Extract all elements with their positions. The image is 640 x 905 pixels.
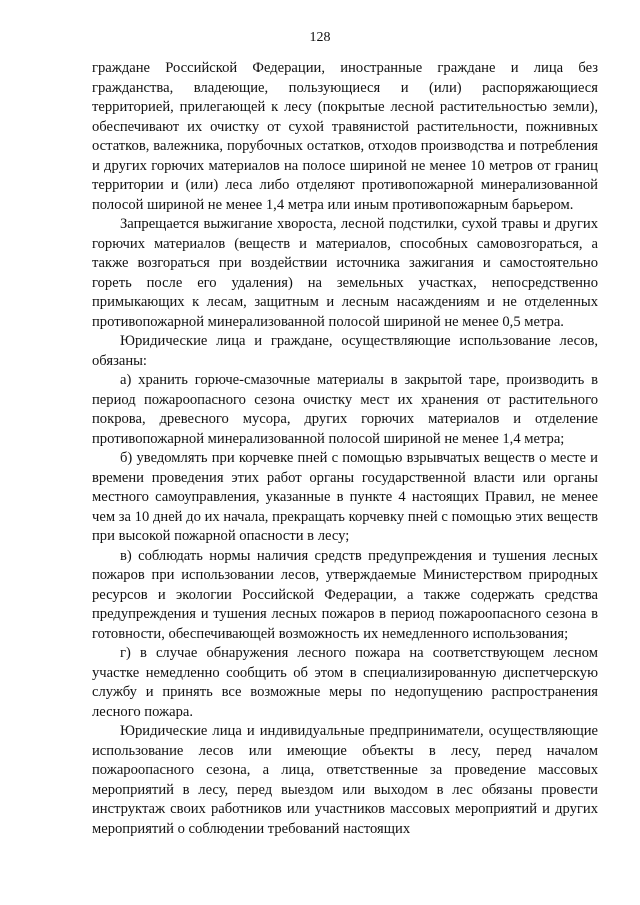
list-item-g: г) в случае обнаружения лесного пожара на соответствующем лесном участке немедленно сообщить об этом в специализированную диспетчерскую службу и принять все возможные меры по недопущению распространения лесного пожара.	[92, 645, 598, 720]
list-item-a: а) хранить горюче-смазочные материалы в закрытой таре, производить в период пожароопасного сезона очистку мест их хранения от растительного покрова, древесного мусора, других горючих материалов и отделение противопожарной минерализованной полосой шириной не менее 1,4 метра;	[92, 372, 598, 447]
list-item-b: б) уведомлять при корчевке пней с помощью взрывчатых веществ о месте и времени проведения этих работ органы государственной власти или органы местного самоуправления, указанные в пункте 4 настоящих Правил, не менее чем за 10 дней до их начала, прекращать корчевку пней с помощью этих веществ при высокой пожарной опасности в лесу;	[92, 450, 598, 544]
paragraph-continuation: граждане Российской Федерации, иностранные граждане и лица без гражданства, владеющие, пользующиеся и (или) распоряжающиеся территорией, прилегающей к лесу (покрытые лесной растительностью земли), обеспечивают их очистку от сухой травянистой растительности, пожнивных остатков, валежника, порубочных остатков, отходов производства и потребления и других горючих материалов на полосе шириной не менее 10 метров от границ территории и (или) леса либо отделяют противопожарной минерализованной полосой шириной не менее 1,4 метра или иным противопожарным барьером.	[92, 60, 598, 213]
paragraph-burning-prohibition: Запрещается выжигание хвороста, лесной подстилки, сухой травы и других горючих материалов (веществ и материалов, способных самовозгораться, а также возгораться при воздействии источника зажигания и самостоятельно гореть после его удаления) на земельных участках, непосредственно примыкающих к лесам, защитным и лесным насаждениям и не отделенных противопожарной минерализованной полосой шириной не менее 0,5 метра.	[92, 216, 598, 330]
list-item-v: в) соблюдать нормы наличия средств предупреждения и тушения лесных пожаров при использовании лесов, утверждаемые Министерством природных ресурсов и экологии Российской Федерации, а также содержать средства предупреждения и тушения лесных пожаров в период пожароопасного сезона в готовности, обеспечивающей возможность их немедленного использования;	[92, 547, 598, 642]
paragraph-instruction: Юридические лица и индивидуальные предприниматели, осуществляющие использование лесов или имеющие объекты в лесу, перед началом пожароопасного сезона, а лица, ответственные за проведение массовых мероприятий в лесу, перед выездом или выходом в лес обязаны провести инструктаж своих работников или участников массовых мероприятий и других мероприятий о соблюдении требований настоящих	[92, 723, 598, 837]
document-body	[92, 59, 598, 839]
page-number: 128	[309, 30, 331, 45]
paragraph-obligations-intro: Юридические лица и граждане, осуществляющие использование лесов, обязаны:	[92, 333, 598, 369]
